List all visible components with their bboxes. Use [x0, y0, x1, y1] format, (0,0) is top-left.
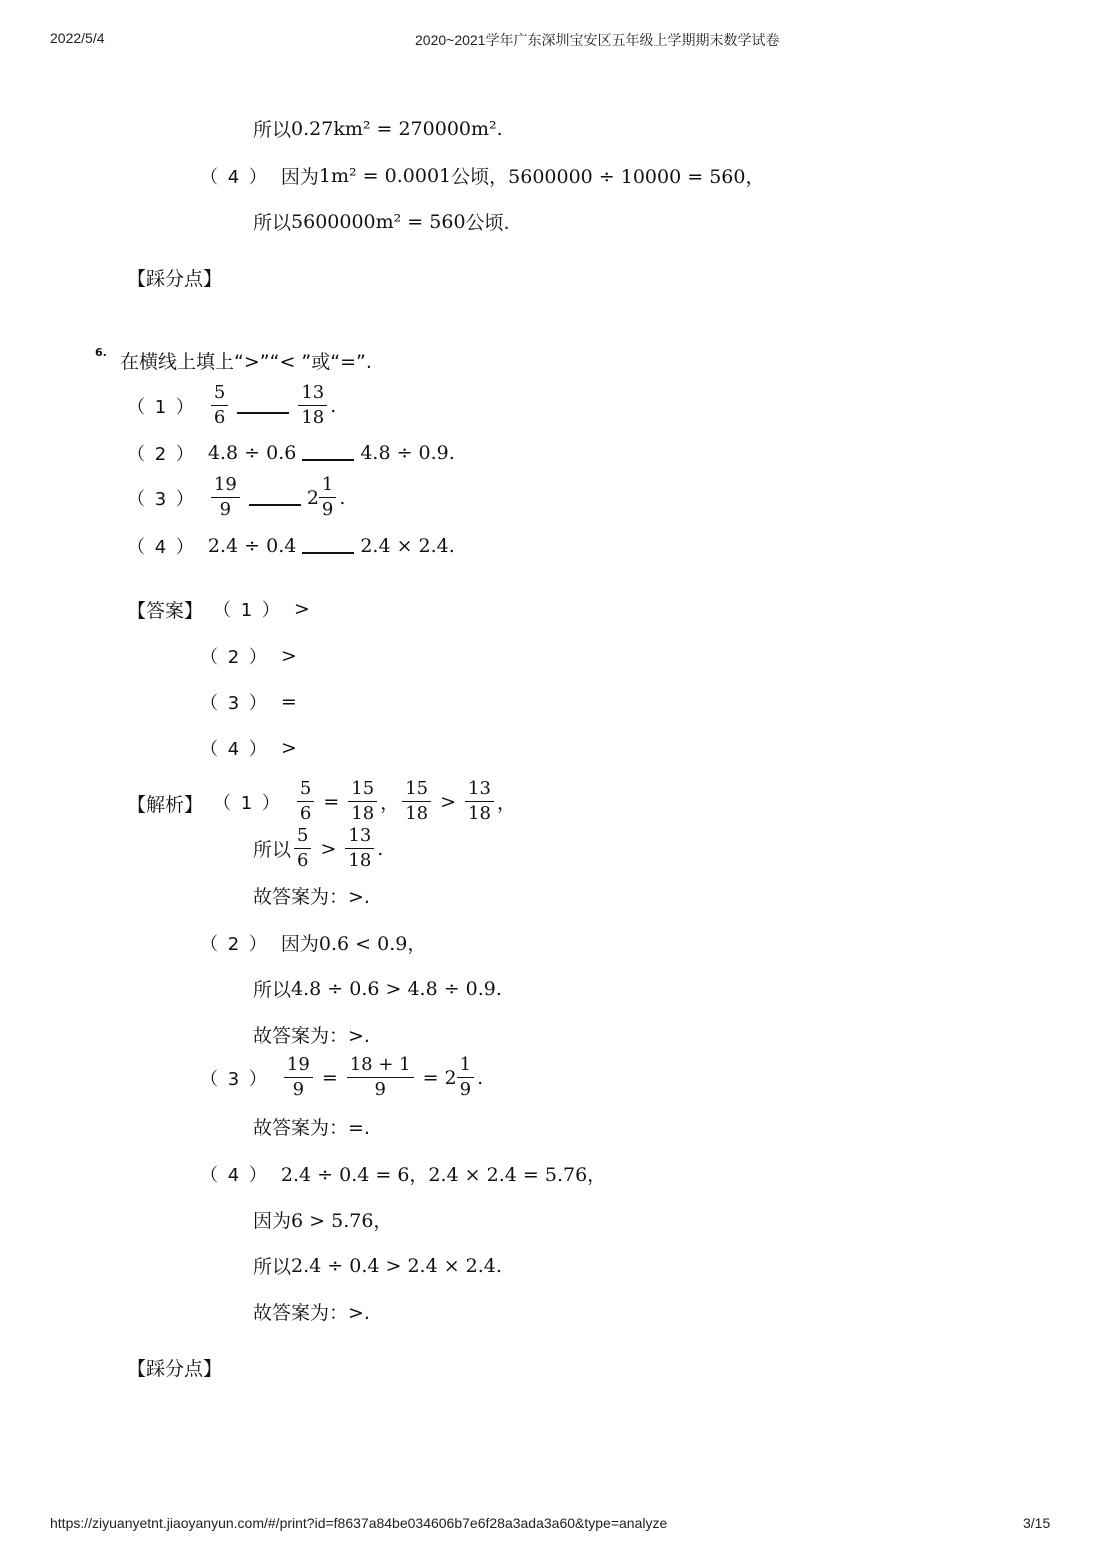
prev-line-3 [253, 208, 510, 235]
analysis-4-line-3 [253, 1252, 502, 1279]
prev-points-label: 【踩分点】 [127, 268, 223, 290]
fraction: $\frac{5}{6}$ [297, 777, 314, 826]
print-date: 2022/5/4 [50, 30, 105, 46]
answer-2-label: （ 2 ） [200, 647, 269, 668]
question-item-3 [127, 473, 345, 522]
analysis-1-so: 所以 [253, 839, 292, 861]
fraction: $\frac{13}{18}$ [345, 824, 374, 873]
answer-4 [200, 735, 297, 761]
prev-line-3-unit: 公顷. [465, 212, 510, 234]
answer-4-value: > [280, 737, 297, 759]
analysis-2-line-2 [253, 975, 502, 1002]
analysis-4-answer-text: 故答案为：>. [253, 1302, 370, 1324]
prev-line-1-prefix: 所以 [253, 119, 292, 141]
prev-item-4-math2: 5600000 ÷ 10000 = 560， [508, 166, 765, 188]
analysis-1-answer [253, 882, 370, 909]
analysis-2-because: 因为 [280, 933, 319, 955]
analysis-1-line-2: 所以 $\frac{5}{6}$ > $\frac{13}{18}$ . [253, 825, 384, 871]
answer-blank-3[interactable] [249, 490, 301, 506]
fraction: $\frac{5}{6}$ [294, 824, 311, 873]
analysis-4-math: 2.4 ÷ 0.4 = 6，2.4 × 2.4 = 5.76， [280, 1164, 607, 1186]
answer-label: 【答案】 [127, 600, 204, 622]
analysis-3-answer [253, 1113, 370, 1140]
analysis-4-math3: 2.4 ÷ 0.4 > 2.4 × 2.4. [291, 1254, 502, 1277]
item-1-fraction-a: $\frac{5}{6}$ [211, 381, 228, 430]
item-2-label: （ 2 ） [127, 444, 196, 465]
prev-item-4-prefix: 因为 [280, 166, 319, 188]
analysis-4-math2: 6 > 5.76， [291, 1210, 393, 1232]
question-number: 6. [95, 346, 107, 359]
analysis-2-math: 0.6 < 0.9， [318, 933, 427, 955]
analysis-4-label: （ 4 ） [200, 1164, 269, 1186]
item-3-fraction-b: $\frac{1}{9}$ [319, 473, 336, 522]
analysis-3-answer-text: 故答案为：=. [253, 1117, 370, 1139]
answer-1 [213, 596, 310, 622]
prev-item-4-label: （ 4 ） [200, 166, 269, 188]
prev-item-4-math: 1m² = 0.0001 [318, 164, 452, 187]
answer-2-value: > [280, 645, 297, 667]
analysis-1-line-1: （ 1 ） $\frac{5}{6}$ = $\frac{15}{18}$ ， $\frac{15}{18}$ > $\frac{13}{18}$ ， [213, 778, 516, 824]
analysis-1-answer-text: 故答案为：>. [253, 886, 370, 908]
item-4-left: 2.4 ÷ 0.4 [207, 535, 297, 557]
analysis-4-line-2 [253, 1206, 392, 1233]
analysis-1-label: （ 1 ） [213, 792, 282, 814]
question-item-1 [127, 381, 336, 430]
item-3-label: （ 3 ） [127, 488, 196, 510]
item-2-left: 4.8 ÷ 0.6 [207, 442, 297, 464]
item-3-fraction-a: $\frac{19}{9}$ [211, 473, 240, 522]
item-4-right: 2.4 × 2.4. [360, 535, 455, 557]
fraction: $\frac{19}{9}$ [284, 1053, 313, 1102]
answer-3-value: = [280, 691, 297, 713]
item-2-right: 4.8 ÷ 0.9. [360, 442, 455, 464]
page-url[interactable]: https://ziyuanyetnt.jiaoyanyun.com/#/print?id=f8637a84be034606b7e6f28a3ada3a60&type=analyze [50, 1515, 668, 1531]
analysis-2-answer-text: 故答案为：>. [253, 1025, 370, 1047]
analysis-label: 【解析】 [127, 794, 204, 816]
analysis-2-math2: 4.8 ÷ 0.6 > 4.8 ÷ 0.9. [291, 977, 502, 1000]
analysis-2-answer [253, 1021, 370, 1048]
item-1-label: （ 1 ） [127, 396, 196, 418]
prev-line-1 [253, 115, 503, 142]
prev-line-1-math: 0.27km² = 270000m². [291, 117, 503, 140]
fraction: $\frac{15}{18}$ [402, 777, 431, 826]
analysis-3-line-1: （ 3 ） $\frac{19}{9}$ = $\frac{18 + 1}{9}$ = 2 $\frac{1}{9}$ . [200, 1054, 484, 1100]
prev-item-4 [200, 162, 764, 189]
answer-1-label: （ 1 ） [213, 600, 282, 621]
document-title: 2020~2021学年广东深圳宝安区五年级上学期期末数学试卷 [415, 32, 780, 48]
prev-line-3-prefix: 所以 [253, 212, 292, 234]
prev-line-3-math: 5600000m² = 560 [291, 210, 466, 233]
answer-blank-4[interactable] [302, 538, 354, 554]
analysis-4-line-1 [200, 1160, 606, 1187]
analysis-2-so: 所以 [253, 979, 292, 1001]
item-1-end: . [330, 394, 337, 417]
question-item-4 [127, 533, 455, 559]
page-number: 3/15 [1023, 1515, 1051, 1531]
answer-2 [200, 643, 297, 669]
analysis-4-answer [253, 1298, 370, 1325]
item-3-end: . [339, 486, 346, 509]
analysis-2-line-1 [200, 929, 426, 956]
question-stem [120, 347, 372, 374]
question-item-2 [127, 440, 455, 466]
analysis-3-label: （ 3 ） [200, 1068, 269, 1090]
fraction: $\frac{1}{9}$ [457, 1053, 474, 1102]
points-label: 【踩分点】 [127, 1358, 223, 1380]
answer-3-label: （ 3 ） [200, 693, 269, 714]
item-4-label: （ 4 ） [127, 537, 196, 558]
item-3-whole: 2 [306, 486, 319, 509]
item-1-fraction-b: $\frac{13}{18}$ [298, 381, 327, 430]
prev-item-4-unit: 公顷， [451, 166, 509, 188]
answer-blank-2[interactable] [302, 445, 354, 461]
fraction: $\frac{13}{18}$ [465, 777, 494, 826]
answer-3 [200, 689, 297, 715]
analysis-4-because: 因为 [253, 1210, 292, 1232]
fraction: $\frac{18 + 1}{9}$ [347, 1053, 414, 1102]
question-stem-text: 在横线上填上“>”“< ”或“=”. [120, 351, 372, 373]
analysis-4-so: 所以 [253, 1256, 292, 1278]
analysis-3-whole: 2 [444, 1066, 457, 1089]
fraction: $\frac{15}{18}$ [348, 777, 377, 826]
answer-1-value: > [293, 598, 310, 620]
answer-4-label: （ 4 ） [200, 739, 269, 760]
answer-blank-1[interactable] [237, 398, 289, 414]
analysis-2-label: （ 2 ） [200, 933, 269, 955]
